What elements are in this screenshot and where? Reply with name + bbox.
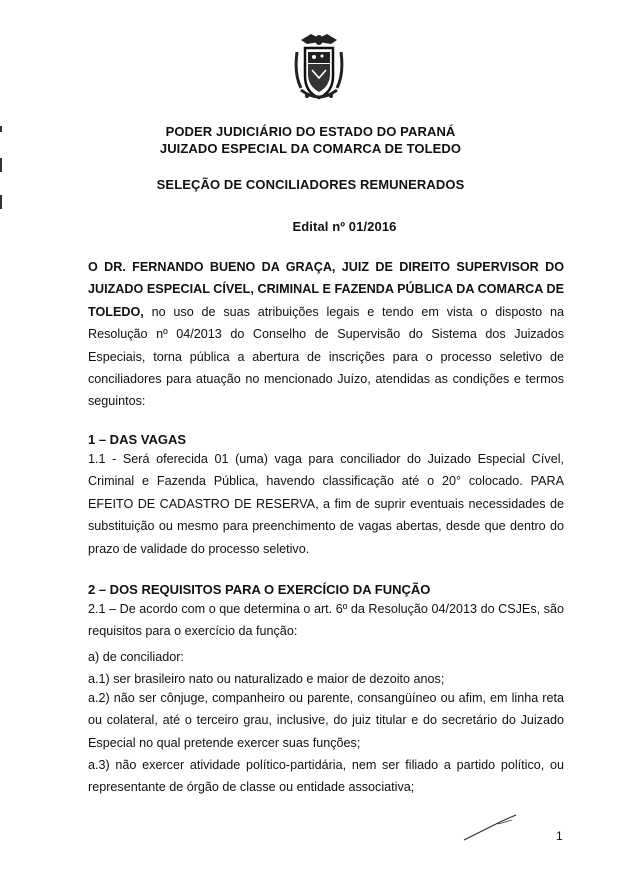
section-2-1-text: 2.1 – De acordo com o que determina o art. 6º da Resolução 04/2013 do CSJEs, são requisitos para o exercício da função: xyxy=(88,602,564,639)
parana-coat-of-arms-icon xyxy=(293,30,345,106)
court-name-line2: JUIZADO ESPECIAL DA COMARCA DE TOLEDO xyxy=(159,141,462,156)
item-a3: a.3) não exercer atividade político-partidária, nem ser filiado a partido político, ou representante de órgão de classe ou entidade associativa; xyxy=(88,758,564,795)
edital-number: Edital nº 01/2016 xyxy=(292,219,397,234)
intro-body-text: no uso de suas atribuições legais e tendo em vista o disposto na Resolução nº 04/2013 do Conselho de Supervisão do Sistema dos Juizados Especiais, torna pública a abertura de inscrições para o processo seletivo de conciliadores para atuação no mencionado Juízo, atendidas as condições e termos seguintos: xyxy=(88,304,564,409)
signature-mark xyxy=(460,812,520,844)
section-1-title: 1 – DAS VAGAS xyxy=(88,432,187,447)
item-a1: a.1) ser brasileiro nato ou naturalizado e maior de dezoito anos; xyxy=(88,672,445,686)
item-a: a) de conciliador: xyxy=(88,650,184,664)
scan-edge-mark xyxy=(0,195,2,209)
scan-edge-mark xyxy=(0,158,2,172)
section-2-title: 2 – DOS REQUISITOS PARA O EXERCÍCIO DA FUNÇÃO xyxy=(88,582,431,597)
section-1-text: 1.1 - Será oferecida 01 (uma) vaga para conciliador do Juizado Especial Cível, Criminal e Fazenda Pública, havendo classificação até o 20° colocado. PARA EFEITO DE CADASTRO DE RESERVA, a fim de suprir eventuais necessidades de substituição ou mesmo para preenchimento de vagas abertas, desde que dentro do prazo de validade do processo seletivo. xyxy=(88,452,564,556)
intro-lead-text: O DR. FERNANDO BUENO DA GRAÇA, JUIZ DE DIREITO SUPERVISOR DO JUIZADO ESPECIAL CÍVEL, CRIMINAL E FAZENDA PÚBLICA DA COMARCA DE TOLEDO, xyxy=(88,260,564,319)
document-subtitle: SELEÇÃO DE CONCILIADORES REMUNERADOS xyxy=(156,177,465,192)
intro-paragraph xyxy=(88,256,564,413)
item-a2: a.2) não ser cônjuge, companheiro ou parente, consangüíneo ou afim, em linha reta ou colateral, até o terceiro grau, inclusive, do juiz titular e do secretário do Juizado Especial no qual pretende exercer suas funções; xyxy=(88,691,564,750)
court-name-line1: PODER JUDICIÁRIO DO ESTADO DO PARANÁ xyxy=(165,124,456,139)
page-number: 1 xyxy=(556,829,563,843)
